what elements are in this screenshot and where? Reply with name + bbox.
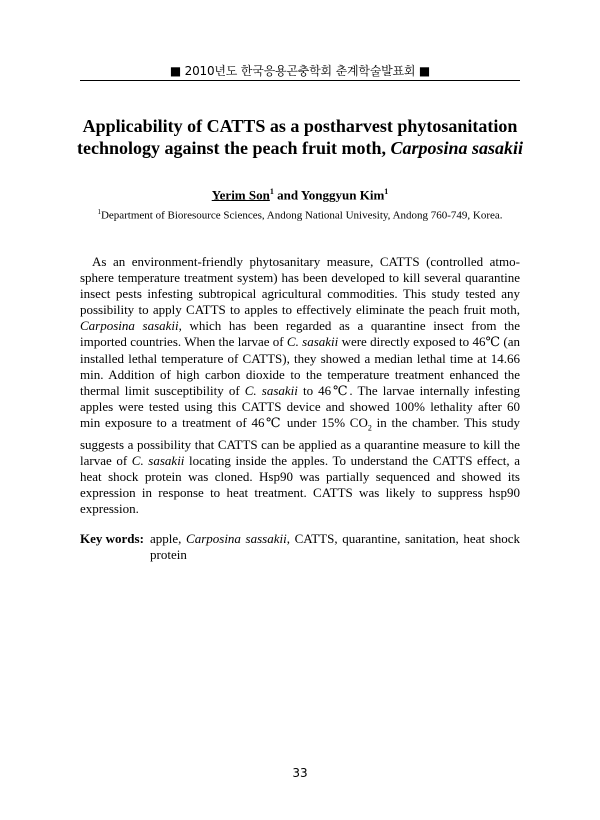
title-line-1: Applicability of CATTS as a postharvest phytosanitation [82,116,518,136]
species-name: C. sasakii [131,452,185,468]
affiliation-mark: 1 [97,208,101,216]
abstract-text: As an environment-friendly phytosanitary measure, CATTS (controlled atmo- sphere temperature treatment system) has been developed to kill several quarantine insect pests infesting subtropical agricultural commodities. This study tested any possibility to apply CATTS to apples to effectively eliminate the peach fruit moth, [80,254,520,318]
abstract-text: were directly exposed to 46℃ (an installed lethal temperature of CATTS), they showed a median lethal time at 14.66 min. Addition of high carbon dioxide to the temperature treatment enhanced the thermal limit susceptibility of [80,334,520,398]
keywords-text: apple, [150,531,187,546]
abstract-text: to 46℃. The larvae internally infesting apples were tested using this CATTS device and showed 100% lethality after 60 min exposure to a treatment of 46℃ under 15% CO [80,382,520,430]
running-header: ■ 2010년도 한국응용곤충학회 춘계학술발표회 ■ [169,64,431,78]
abstract-text: in the chamber. This study suggests a possibility that CATTS can be applied as a quarantine measure to kill the larvae of [80,414,520,468]
author-affiliation-mark-2: 1 [384,187,389,196]
title-line-2: technology against the peach fruit moth, [76,138,391,158]
header-rule [80,80,520,81]
author-name-2: Yonggyun Kim [300,187,385,203]
affiliation-text: Department of Bioresource Sciences, Andong National Univesity, Andong 760-749, Korea. [100,209,503,222]
species-name: C. sasakii [286,334,339,350]
species-name: C. sasakii [244,382,298,398]
title-species: Carposina sasakii [390,138,524,158]
affiliation [70,208,530,222]
paper-title [60,115,540,159]
keywords-text: , CATTS, quarantine, sanitation, heat shock protein [150,531,520,562]
keywords-label: Key words: [80,531,144,546]
keywords [80,531,520,563]
abstract-body [80,254,520,517]
co2-subscript: 2 [367,423,372,433]
species-name: Carposina sasakii [80,318,179,334]
author-affiliation-mark-1: 1 [269,187,274,196]
abstract-text: , which has been regarded as a quarantine insect from the imported countries. When the larvae of [80,318,520,350]
abstract-text: locating inside the apples. To understand the CATTS effect, a heat shock protein was cloned. Hsp90 was partially sequenced and showed its expression in response to heat treatment. CATTS was likely to suppress hsp90 expression. [80,452,520,516]
page-number: 33 [292,766,308,780]
author-name-1: Yerim Son [211,187,270,203]
keywords-values [150,531,520,563]
author-connector: and [273,187,301,203]
author-list [80,187,520,203]
keywords-species: Carposina sassakii [186,531,287,546]
